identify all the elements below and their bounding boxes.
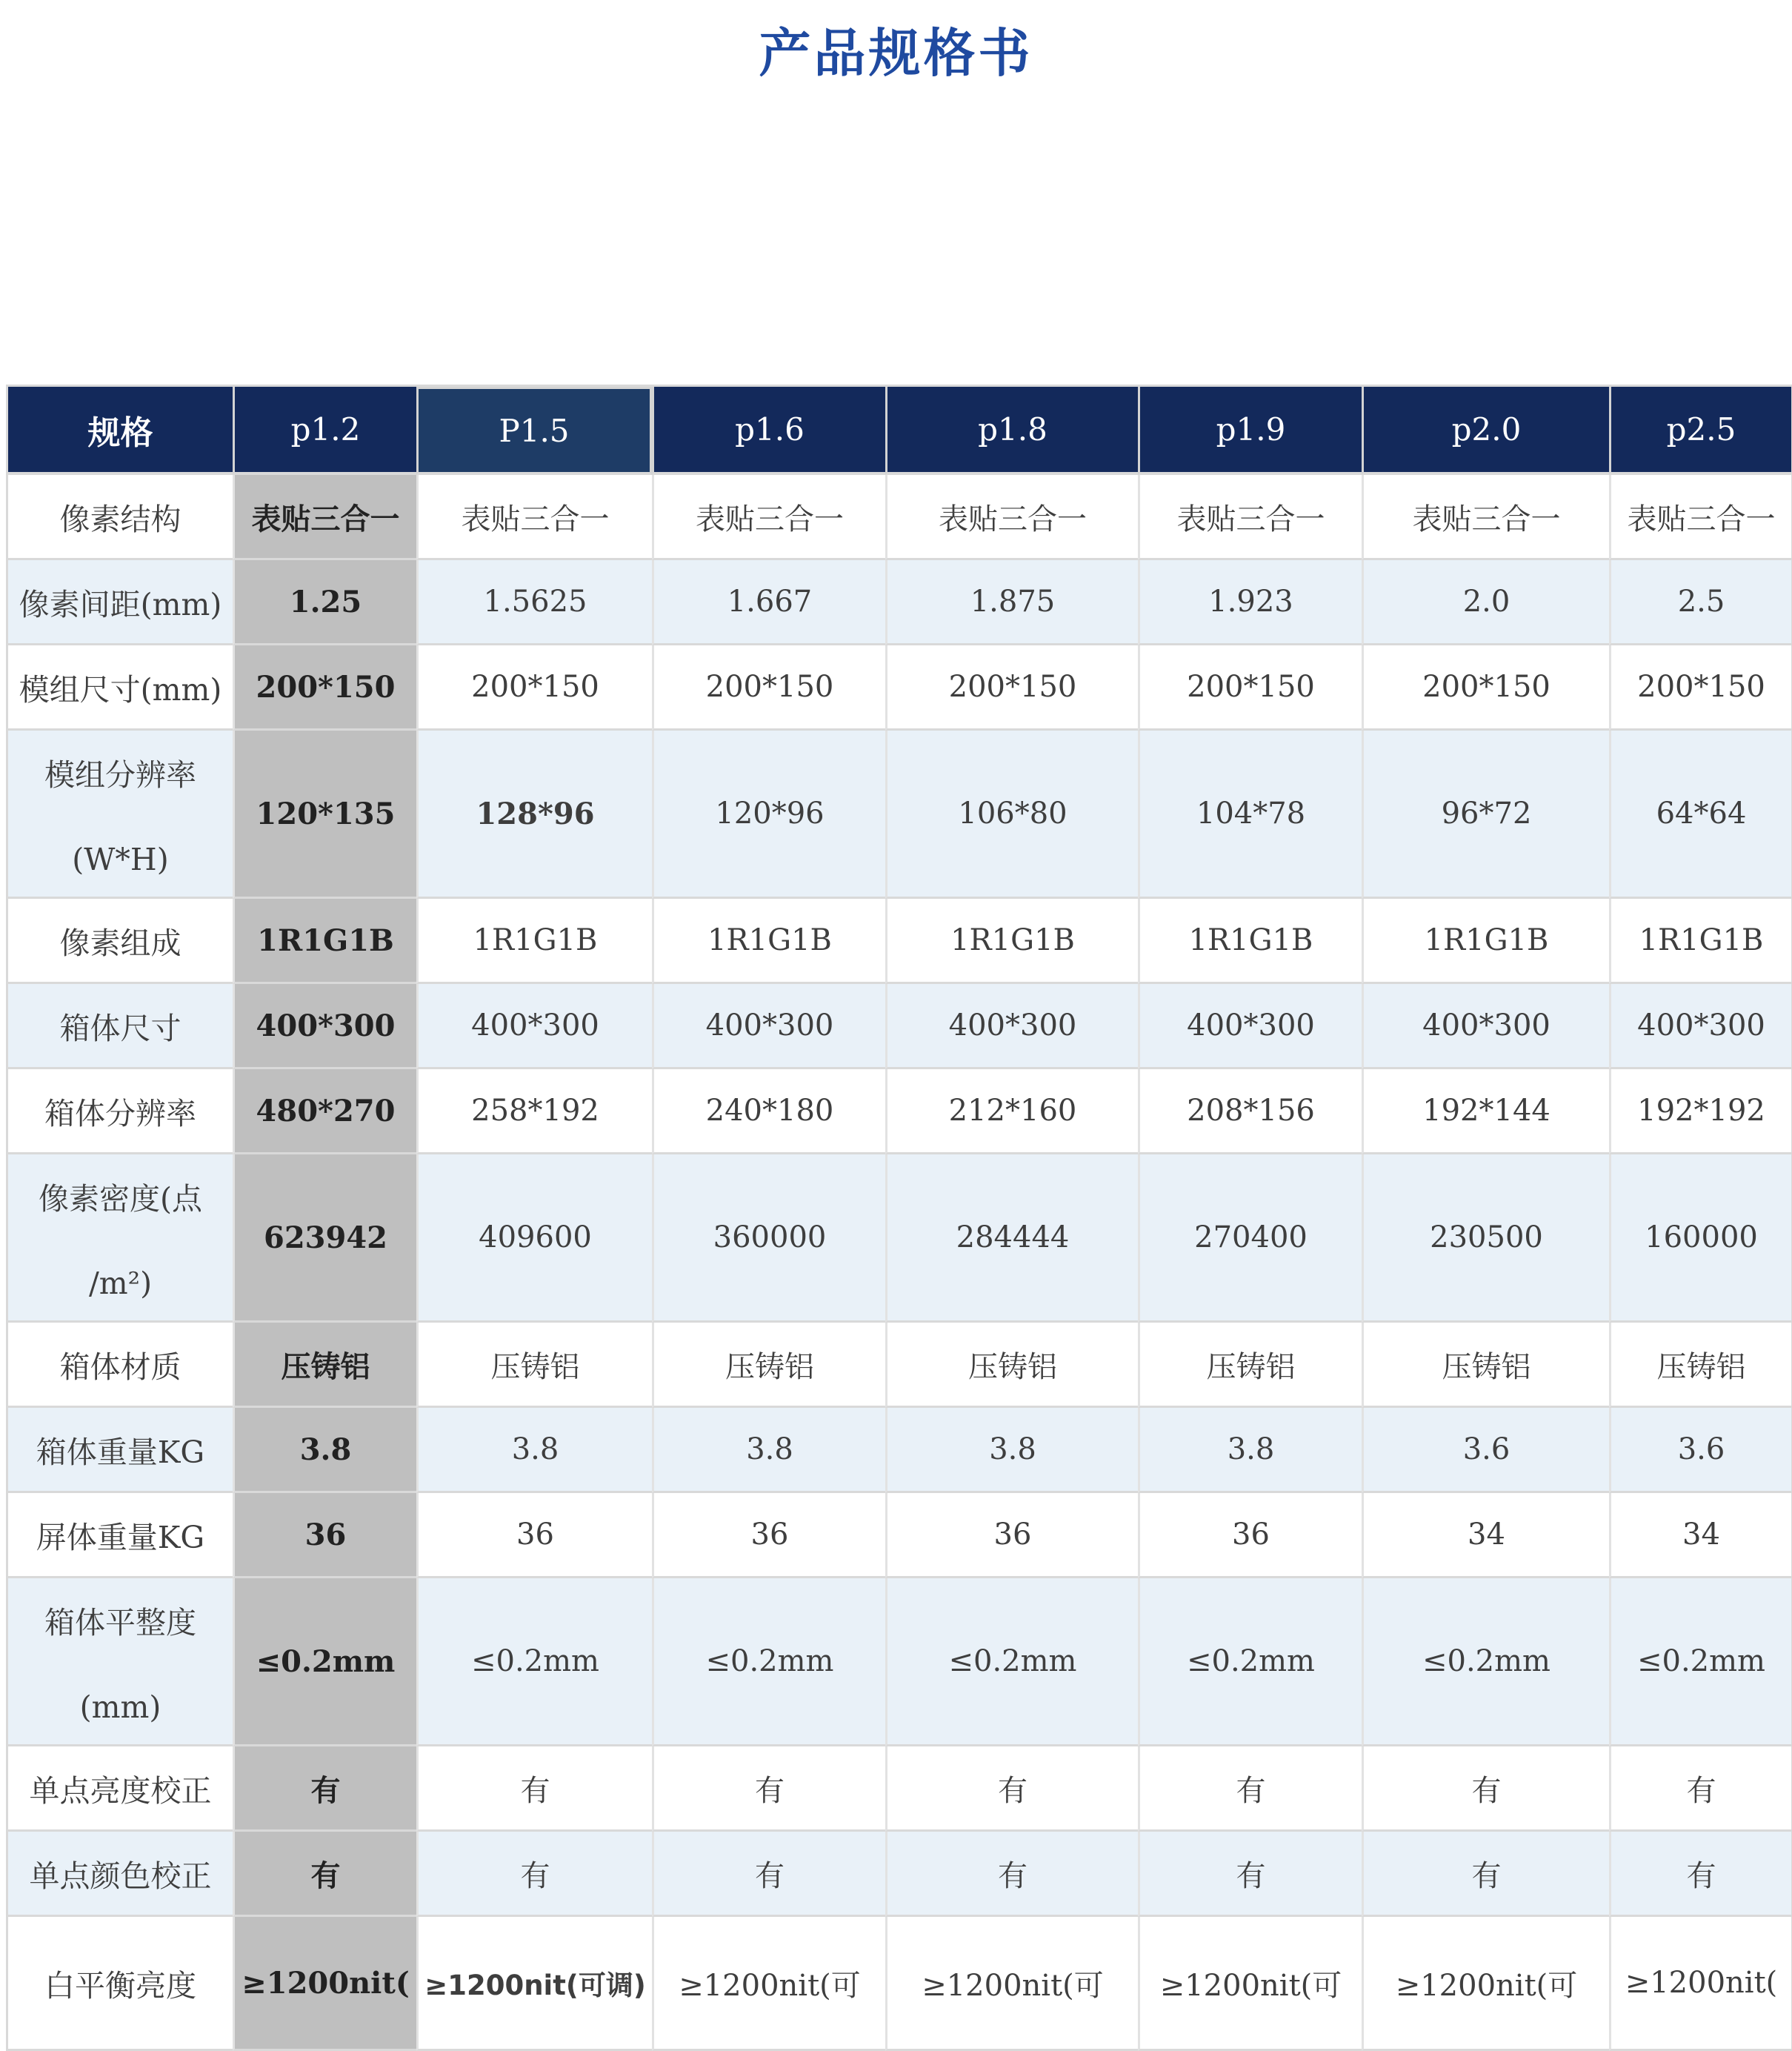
cell: 表贴三合一 [1362,475,1609,560]
cell: 1.667 [652,560,885,645]
cell: 1R1G1B [885,899,1138,984]
header-row [8,387,1791,475]
row-label: 箱体尺寸 [8,984,233,1069]
row-label: 模组尺寸(mm) [8,645,233,731]
row-label-line: 像素密度(点 [39,1180,202,1217]
column-header-p2-0: p2.0 [1362,387,1609,475]
row-label-lines [8,1598,233,1725]
cell: 120*135 [233,731,416,899]
spec-sheet-page [0,12,1792,2051]
cell: 258*192 [416,1069,652,1154]
table-row [8,1746,1791,1832]
cell: 160000 [1609,1154,1791,1323]
cell: 36 [233,1493,416,1578]
table-row [8,475,1791,560]
cell: 有 [652,1832,885,1917]
page-title: 产品规格书 [759,23,1033,84]
cell: ≤0.2mm [416,1578,652,1746]
cell: 200*150 [652,645,885,731]
table-row [8,1323,1791,1408]
cell: 表贴三合一 [233,475,416,560]
table-header [8,387,1791,475]
cell: 212*160 [885,1069,1138,1154]
row-label-line: (mm) [79,1689,161,1725]
cell: 有 [233,1746,416,1832]
cell: ≥1200nit(可 [1362,1917,1609,2051]
cell: 2.0 [1362,560,1609,645]
cell: 200*150 [1138,645,1362,731]
cell: 有 [1362,1832,1609,1917]
cell: 压铸铝 [1138,1323,1362,1408]
row-label-lines [8,751,233,877]
cell: 36 [1138,1493,1362,1578]
cell: 120*96 [652,731,885,899]
cell: 192*144 [1362,1069,1609,1154]
cell: 压铸铝 [885,1323,1138,1408]
table-row [8,984,1791,1069]
cell: 104*78 [1138,731,1362,899]
cell: 284444 [885,1154,1138,1323]
table-row [8,1917,1791,2051]
cell: 1.875 [885,560,1138,645]
table-row [8,1578,1791,1746]
cell: 36 [652,1493,885,1578]
row-label-line: /m²) [88,1265,153,1301]
cell: ≤0.2mm [1138,1578,1362,1746]
row-label: 屏体重量KG [8,1493,233,1578]
spec-column-header: 规格 [8,387,233,475]
cell: 有 [1609,1832,1791,1917]
row-label-line: 模组分辨率 [44,757,196,793]
cell: 1R1G1B [233,899,416,984]
cell: 400*300 [885,984,1138,1069]
cell: 400*300 [1609,984,1791,1069]
cell: 200*150 [885,645,1138,731]
cell: 有 [416,1746,652,1832]
table-row [8,1154,1791,1323]
cell: 1R1G1B [1609,899,1791,984]
cell: 3.8 [233,1408,416,1493]
cell: 1R1G1B [416,899,652,984]
row-label: 箱体重量KG [8,1408,233,1493]
cell: 3.6 [1362,1408,1609,1493]
column-header-p1-5: P1.5 [416,387,652,475]
cell: 2.5 [1609,560,1791,645]
cell: 34 [1362,1493,1609,1578]
cell: ≥1200nit( [1609,1917,1791,2051]
cell: 64*64 [1609,731,1791,899]
cell: 270400 [1138,1154,1362,1323]
cell: 230500 [1362,1154,1609,1323]
cell: ≤0.2mm [652,1578,885,1746]
cell: ≤0.2mm [1609,1578,1791,1746]
cell: 400*300 [1362,984,1609,1069]
cell: 压铸铝 [233,1323,416,1408]
table-row [8,1832,1791,1917]
row-label: 像素间距(mm) [8,560,233,645]
cell: 400*300 [233,984,416,1069]
row-label: 像素组成 [8,899,233,984]
row-label-line: 箱体平整度 [44,1604,196,1641]
cell: 200*150 [1362,645,1609,731]
cell: 409600 [416,1154,652,1323]
row-label-lines [8,1174,233,1301]
cell: 1R1G1B [1362,899,1609,984]
cell: 表贴三合一 [416,475,652,560]
cell: 1R1G1B [1138,899,1362,984]
cell: ≤0.2mm [233,1578,416,1746]
cell: 有 [885,1832,1138,1917]
cell: 压铸铝 [652,1323,885,1408]
cell: 有 [416,1832,652,1917]
spec-table [6,385,1792,2051]
cell: 1.5625 [416,560,652,645]
table-row [8,560,1791,645]
cell: 360000 [652,1154,885,1323]
cell: 3.8 [1138,1408,1362,1493]
cell: 36 [885,1493,1138,1578]
cell: 3.6 [1609,1408,1791,1493]
column-header-p1-8: p1.8 [885,387,1138,475]
column-header-p1-2: p1.2 [233,387,416,475]
cell: 表贴三合一 [1609,475,1791,560]
cell: 1.25 [233,560,416,645]
cell: 400*300 [652,984,885,1069]
cell: 400*300 [1138,984,1362,1069]
cell: 有 [1138,1832,1362,1917]
cell: 有 [233,1832,416,1917]
cell: 有 [1362,1746,1609,1832]
cell: 1.923 [1138,560,1362,645]
row-label: 箱体材质 [8,1323,233,1408]
cell: 34 [1609,1493,1791,1578]
table-row [8,899,1791,984]
row-label-line: (W*H) [72,841,169,877]
cell: 3.8 [416,1408,652,1493]
table-row [8,1408,1791,1493]
cell: 表贴三合一 [652,475,885,560]
column-header-p1-6: p1.6 [652,387,885,475]
row-label: 像素结构 [8,475,233,560]
cell: 240*180 [652,1069,885,1154]
cell: 623942 [233,1154,416,1323]
row-label [8,731,233,899]
cell: 3.8 [652,1408,885,1493]
row-label: 单点颜色校正 [8,1832,233,1917]
cell: ≥1200nit(可 [1138,1917,1362,2051]
table-row [8,645,1791,731]
cell: 表贴三合一 [1138,475,1362,560]
cell: 有 [1138,1746,1362,1832]
cell: 128*96 [416,731,652,899]
row-label [8,1578,233,1746]
cell: ≤0.2mm [1362,1578,1609,1746]
cell: 1R1G1B [652,899,885,984]
cell: ≥1200nit(可调) [416,1917,652,2051]
cell: 压铸铝 [1362,1323,1609,1408]
cell: 200*150 [233,645,416,731]
cell: 有 [885,1746,1138,1832]
cell: ≤0.2mm [885,1578,1138,1746]
cell: 3.8 [885,1408,1138,1493]
row-label: 单点亮度校正 [8,1746,233,1832]
cell: ≥1200nit(可 [652,1917,885,2051]
row-label [8,1154,233,1323]
table-body [8,475,1791,2051]
cell: 480*270 [233,1069,416,1154]
cell: 200*150 [416,645,652,731]
cell: 200*150 [1609,645,1791,731]
column-header-p2-5: p2.5 [1609,387,1791,475]
row-label: 白平衡亮度 [8,1917,233,2051]
cell: ≥1200nit( [233,1917,416,2051]
cell: 表贴三合一 [885,475,1138,560]
column-header-p1-9: p1.9 [1138,387,1362,475]
cell: 106*80 [885,731,1138,899]
cell: ≥1200nit(可 [885,1917,1138,2051]
cell: 400*300 [416,984,652,1069]
cell: 192*192 [1609,1069,1791,1154]
cell: 96*72 [1362,731,1609,899]
cell: 208*156 [1138,1069,1362,1154]
cell: 压铸铝 [1609,1323,1791,1408]
row-label: 箱体分辨率 [8,1069,233,1154]
table-row [8,1493,1791,1578]
cell: 有 [1609,1746,1791,1832]
table-row [8,1069,1791,1154]
table-row [8,731,1791,899]
cell: 压铸铝 [416,1323,652,1408]
cell: 36 [416,1493,652,1578]
cell: 有 [652,1746,885,1832]
